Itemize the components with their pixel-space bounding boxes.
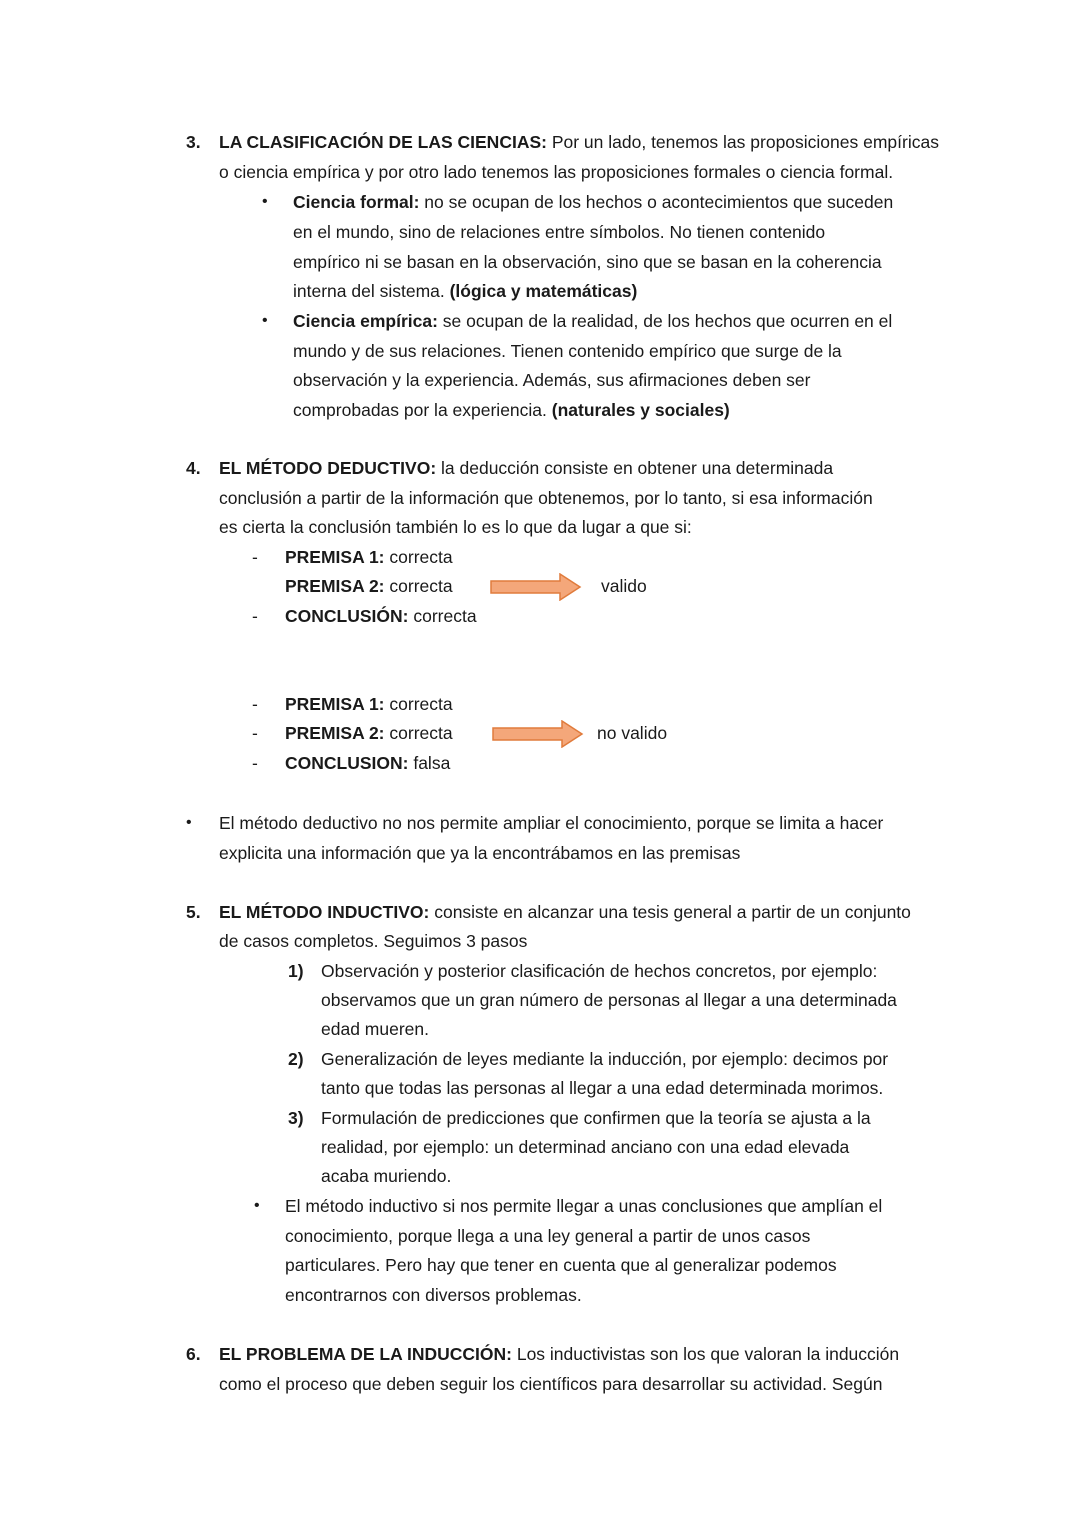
bullet-icon: • [262,312,268,329]
example2-conclusion: CONCLUSION: falsa [285,753,451,773]
term-label: Ciencia empírica: [293,311,438,331]
bullet-icon: • [186,814,192,831]
formal-line-4: interna del sistema. (lógica y matemáticas) [293,281,638,301]
formal-line-2: en el mundo, sino de relaciones entre símbolos. No tienen contenido [293,222,826,242]
arrow-right-icon [492,720,584,748]
example2-premise-1: PREMISA 1: correcta [285,694,453,714]
example2-result: no valido [597,723,668,743]
inductive-note-line-1: El método inductivo si nos permite llegar a unas conclusiones que amplían el [285,1196,883,1216]
example1-premise-1: PREMISA 1: correcta [285,547,453,567]
section-5-line-1: EL MÉTODO INDUCTIVO: consiste en alcanzar una tesis general a partir de un conjunto [219,902,911,922]
example2-premise-2: PREMISA 2: correcta [285,723,453,743]
step-1-line-2: observamos que un gran número de personas al llegar a una determinada [321,990,897,1010]
step-number: 2) [288,1049,304,1069]
section-4-line-3: es cierta la conclusión también lo es lo que da lugar a que si: [219,517,692,537]
section-4-line-2: conclusión a partir de la información que obtenemos, por lo tanto, si esa información [219,488,873,508]
inductive-note-line-4: encontrarnos con diversos problemas. [285,1285,582,1305]
example1-conclusion: CONCLUSIÓN: correcta [285,606,477,626]
dash-marker: - [252,723,258,743]
dash-marker: - [252,547,258,567]
section-title: EL PROBLEMA DE LA INDUCCIÓN: [219,1344,512,1364]
formal-line-3: empírico ni se basan en la observación, sino que se basan en la coherencia [293,252,882,272]
step-number: 3) [288,1108,304,1128]
inductive-note-line-2: conocimiento, porque llega a una ley general a partir de unos casos [285,1226,811,1246]
example1-premise-2: PREMISA 2: correcta [285,576,453,596]
step-3-line-1: Formulación de predicciones que confirmen que la teoría se ajusta a la [321,1108,871,1128]
dash-marker: - [252,694,258,714]
example1-result: valido [601,576,647,596]
step-3-line-2: realidad, por ejemplo: un determinad anciano con una edad elevada [321,1137,850,1157]
bullet-icon: • [254,1197,260,1214]
section-number: 6. [186,1344,201,1364]
section-number: 5. [186,902,201,922]
section-3-line-2: o ciencia empírica y por otro lado tenemos las proposiciones formales o ciencia formal. [219,162,894,182]
deductive-note-line-2: explicita una información que ya la encontrábamos en las premisas [219,843,741,863]
empirica-line-4: comprobadas por la experiencia. (naturales y sociales) [293,400,730,420]
empirica-line-2: mundo y de sus relaciones. Tienen contenido empírico que surge de la [293,341,842,361]
deductive-note-line-1: El método deductivo no nos permite ampliar el conocimiento, porque se limita a hacer [219,813,884,833]
arrow-right-icon [490,573,582,601]
empirica-line-3: observación y la experiencia. Además, sus afirmaciones deben ser [293,370,811,390]
step-3-line-3: acaba muriendo. [321,1166,452,1186]
formal-line-1: Ciencia formal: no se ocupan de los hechos o acontecimientos que suceden [293,192,894,212]
step-number: 1) [288,961,304,981]
section-number: 3. [186,132,201,152]
section-6-line-2: como el proceso que deben seguir los científicos para desarrollar su actividad. Según [219,1374,883,1394]
section-6-line-1: EL PROBLEMA DE LA INDUCCIÓN: Los inductivistas son los que valoran la inducción [219,1344,900,1364]
section-title: EL MÉTODO INDUCTIVO: [219,902,430,922]
section-title: EL MÉTODO DEDUCTIVO: [219,458,437,478]
step-2-line-1: Generalización de leyes mediante la inducción, por ejemplo: decimos por [321,1049,889,1069]
empirica-line-1: Ciencia empírica: se ocupan de la realidad, de los hechos que ocurren en el [293,311,893,331]
step-1-line-3: edad mueren. [321,1019,429,1039]
section-title: LA CLASIFICACIÓN DE LAS CIENCIAS: [219,132,547,152]
section-5-line-2: de casos completos. Seguimos 3 pasos [219,931,528,951]
section-4-line-1: EL MÉTODO DEDUCTIVO: la deducción consiste en obtener una determinada [219,458,834,478]
step-1-line-1: Observación y posterior clasificación de hechos concretos, por ejemplo: [321,961,878,981]
term-label: Ciencia formal: [293,192,420,212]
section-3-line-1: LA CLASIFICACIÓN DE LAS CIENCIAS: Por un lado, tenemos las proposiciones empíricas [219,132,939,152]
bullet-icon: • [262,193,268,210]
dash-marker: - [252,606,258,626]
step-2-line-2: tanto que todas las personas al llegar a una edad determinada morimos. [321,1078,884,1098]
section-number: 4. [186,458,201,478]
dash-marker: - [252,753,258,773]
inductive-note-line-3: particulares. Pero hay que tener en cuenta que al generalizar podemos [285,1255,837,1275]
